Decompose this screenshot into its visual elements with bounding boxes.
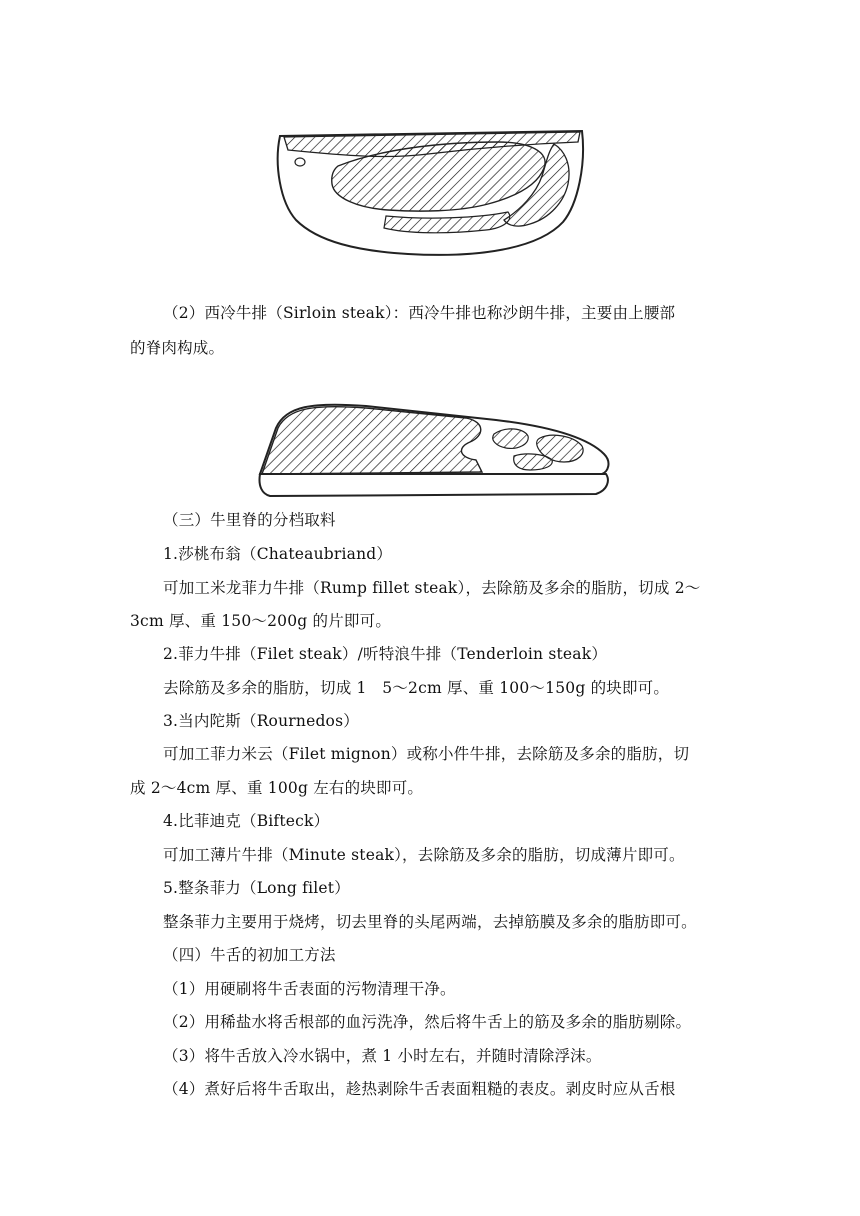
item-5-desc-line-1: 整条菲力主要用于烧烤，切去里脊的头尾两端，去掉筋膜及多余的脂肪即可。: [163, 913, 697, 931]
steak-cut-illustration-2: [256, 398, 612, 500]
item-2-desc-line-1: 去除筋及多余的脂肪，切成 1 5～2cm 厚、重 100～150g 的块即可。: [163, 679, 670, 697]
item-3-title: 3.当内陀斯（Rournedos）: [163, 712, 359, 730]
item-4-desc-line-1: 可加工薄片牛排（Minute steak），去除筋及多余的脂肪，切成薄片即可。: [163, 846, 685, 864]
step-1: （1）用硬刷将牛舌表面的污物清理干净。: [163, 980, 456, 998]
item-3-desc-line-1: 可加工菲力米云（Filet mignon）或称小件牛排，去除筋及多余的脂肪，切: [163, 745, 690, 763]
item-4-title: 4.比菲迪克（Bifteck）: [163, 812, 330, 830]
step-3: （3）将牛舌放入冷水锅中，煮 1 小时左右，并随时清除浮沫。: [163, 1047, 602, 1065]
item-1-title: 1.莎桃布翁（Chateaubriand）: [163, 545, 393, 563]
sirloin-paragraph-line-1: （2）西冷牛排（Sirloin steak）：西冷牛排也称沙朗牛排，主要由上腰部: [163, 304, 676, 322]
section-heading-3: （三）牛里脊的分档取料: [163, 511, 336, 529]
section-heading-4: （四）牛舌的初加工方法: [163, 946, 336, 964]
item-1-desc-line-2: 3cm 厚、重 150～200g 的片即可。: [130, 612, 392, 630]
item-5-title: 5.整条菲力（Long filet）: [163, 879, 350, 897]
sirloin-paragraph-line-2: 的脊肉构成。: [130, 339, 225, 357]
item-1-desc-line-1: 可加工米龙菲力牛排（Rump fillet steak），去除筋及多余的脂肪，切成 2～: [163, 579, 701, 597]
step-2: （2）用稀盐水将舌根部的血污洗净，然后将牛舌上的筋及多余的脂肪剔除。: [163, 1013, 692, 1031]
item-2-title: 2.菲力牛排（Filet steak）/听特浪牛排（Tenderloin steak）: [163, 645, 608, 663]
step-4: （4）煮好后将牛舌取出，趁热剥除牛舌表面粗糙的表皮。剥皮时应从舌根: [163, 1080, 676, 1098]
item-3-desc-line-2: 成 2～4cm 厚、重 100g 左右的块即可。: [130, 779, 424, 797]
steak-cut-illustration-1: [268, 124, 588, 260]
